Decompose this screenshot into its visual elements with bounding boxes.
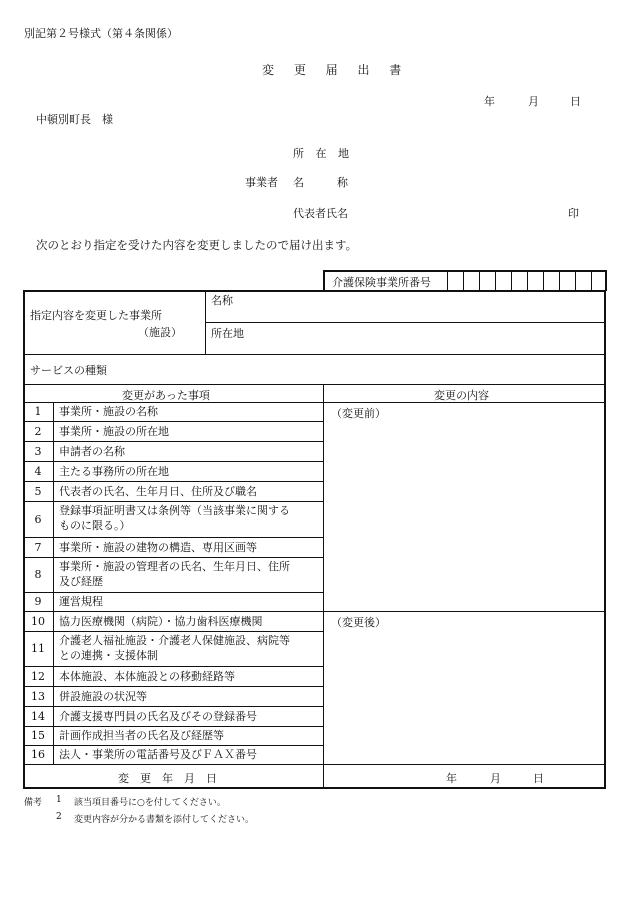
item-text: 主たる事務所の所在地 bbox=[59, 464, 169, 478]
location-label: 所 在 地 bbox=[293, 147, 353, 160]
document-title: 変 更 届 出 書 bbox=[262, 63, 410, 77]
item-text: 申請者の名称 bbox=[59, 444, 125, 458]
item-number[interactable]: 1 bbox=[34, 405, 42, 418]
digit-box-divider bbox=[463, 270, 464, 290]
office-bottom-line bbox=[24, 354, 606, 355]
item-text: 計画作成担当者の氏名及び経歴等 bbox=[59, 729, 224, 742]
item-row-line bbox=[24, 481, 323, 482]
item-text: 代表者の氏名、生年月日、住所及び職名 bbox=[59, 484, 257, 498]
item-row-line bbox=[24, 611, 323, 612]
item-row-line bbox=[24, 592, 323, 593]
digit-box-divider bbox=[527, 270, 528, 290]
item-text: 事業所・施設の所在地 bbox=[59, 424, 169, 438]
insurance-number-label: 介護保険事業所番号 bbox=[332, 276, 431, 289]
note-2-number: 2 bbox=[56, 812, 62, 822]
change-date-label: 変 更 年 月 日 bbox=[118, 772, 217, 785]
service-type-label: サービスの種類 bbox=[30, 364, 107, 377]
digit-box-divider bbox=[495, 270, 496, 290]
date-month: 月 bbox=[528, 95, 539, 108]
note-2-text: 変更内容が分かる書類を添付してください。 bbox=[74, 815, 255, 825]
item-text: 法人・事業所の電話番号及びＦＡＸ番号 bbox=[59, 748, 257, 761]
office-address-field[interactable]: 所在地 bbox=[211, 327, 244, 340]
after-change-label[interactable]: （変更後） bbox=[331, 616, 386, 629]
seal-mark: 印 bbox=[568, 207, 579, 220]
item-text: 登録事項証明書又は条例等（当該事業に関する ものに限る。） bbox=[59, 504, 290, 532]
item-number[interactable]: 6 bbox=[34, 512, 42, 526]
item-number[interactable]: 14 bbox=[31, 709, 45, 723]
item-row-line bbox=[24, 441, 323, 442]
item-row-line bbox=[24, 421, 323, 422]
item-text: 本体施設、本体施設との移動経路等 bbox=[59, 669, 235, 683]
number-column-divider bbox=[53, 402, 54, 764]
item-row-line bbox=[24, 537, 323, 538]
note-1-number: 1 bbox=[56, 795, 62, 805]
office-label: 指定内容を変更した事業所 bbox=[30, 309, 162, 322]
items-column-header: 変更があった事項 bbox=[122, 389, 210, 402]
digit-box-divider bbox=[543, 270, 544, 290]
notes-label: 備考 bbox=[24, 798, 43, 808]
item-number[interactable]: 11 bbox=[31, 642, 45, 655]
item-number[interactable]: 5 bbox=[34, 484, 42, 498]
item-number[interactable]: 9 bbox=[34, 595, 42, 608]
item-number[interactable]: 13 bbox=[31, 689, 45, 703]
digit-box-divider bbox=[447, 270, 448, 290]
item-text: 事業所・施設の建物の構造、専用区画等 bbox=[59, 540, 257, 554]
item-number[interactable]: 7 bbox=[34, 540, 42, 554]
digit-box-divider bbox=[591, 270, 592, 290]
service-bottom-line bbox=[24, 384, 606, 385]
representative-label: 代表者氏名 bbox=[293, 207, 348, 220]
item-text: 運営規程 bbox=[59, 595, 103, 608]
item-row-line bbox=[24, 666, 323, 667]
date-day: 日 bbox=[570, 95, 581, 108]
digit-box-divider bbox=[511, 270, 512, 290]
date-year: 年 bbox=[484, 95, 495, 108]
before-after-divider bbox=[323, 611, 606, 612]
office-name-field[interactable]: 名称 bbox=[211, 294, 233, 307]
office-name-divider bbox=[205, 322, 606, 323]
item-number[interactable]: 16 bbox=[31, 748, 45, 761]
change-date-year[interactable]: 年 bbox=[446, 772, 457, 785]
digit-box-divider bbox=[575, 270, 576, 290]
content-column-divider bbox=[323, 384, 324, 789]
header-bottom-line bbox=[24, 402, 606, 403]
item-text: 協力医療機関（病院）・協力歯科医療機関 bbox=[59, 614, 263, 628]
item-number[interactable]: 10 bbox=[31, 614, 45, 628]
addressee: 中頓別町長 様 bbox=[36, 113, 113, 126]
item-text: 事業所・施設の管理者の氏名、生年月日、住所 及び経歴 bbox=[59, 560, 290, 588]
item-number[interactable]: 12 bbox=[31, 669, 45, 683]
digit-box-divider bbox=[479, 270, 480, 290]
change-date-line bbox=[24, 764, 606, 765]
item-row-line bbox=[24, 631, 323, 632]
form-reference: 別記第２号様式（第４条関係） bbox=[24, 27, 178, 40]
item-text: 介護支援専門員の氏名及びその登録番号 bbox=[59, 709, 257, 723]
item-row-line bbox=[24, 745, 323, 746]
item-number[interactable]: 4 bbox=[34, 464, 42, 478]
item-row-line bbox=[24, 501, 323, 502]
item-text: 事業所・施設の名称 bbox=[59, 405, 158, 418]
business-label: 事業者 bbox=[245, 176, 278, 189]
item-row-line bbox=[24, 461, 323, 462]
item-text: 併設施設の状況等 bbox=[59, 689, 147, 703]
item-number[interactable]: 15 bbox=[31, 729, 45, 742]
note-1-text: 該当項目番号に○を付してください。 bbox=[74, 798, 226, 808]
item-text: 介護老人福祉施設・介護老人保健施設、病院等 との連携・支援体制 bbox=[59, 634, 290, 662]
item-number[interactable]: 8 bbox=[34, 568, 42, 581]
item-number[interactable]: 2 bbox=[34, 424, 42, 438]
change-date-day[interactable]: 日 bbox=[533, 772, 544, 785]
item-row-line bbox=[24, 686, 323, 687]
change-date-month[interactable]: 月 bbox=[490, 772, 501, 785]
office-label-facility: （施設） bbox=[138, 326, 182, 339]
name-label: 名 称 bbox=[293, 176, 348, 189]
item-row-line bbox=[24, 726, 323, 727]
digit-box-divider bbox=[559, 270, 560, 290]
before-change-label[interactable]: （変更前） bbox=[331, 407, 386, 420]
item-row-line bbox=[24, 706, 323, 707]
item-number[interactable]: 3 bbox=[34, 444, 42, 458]
statement: 次のとおり指定を受けた内容を変更しましたので届け出ます。 bbox=[36, 238, 358, 252]
content-column-header: 変更の内容 bbox=[434, 389, 489, 402]
item-row-line bbox=[24, 557, 323, 558]
